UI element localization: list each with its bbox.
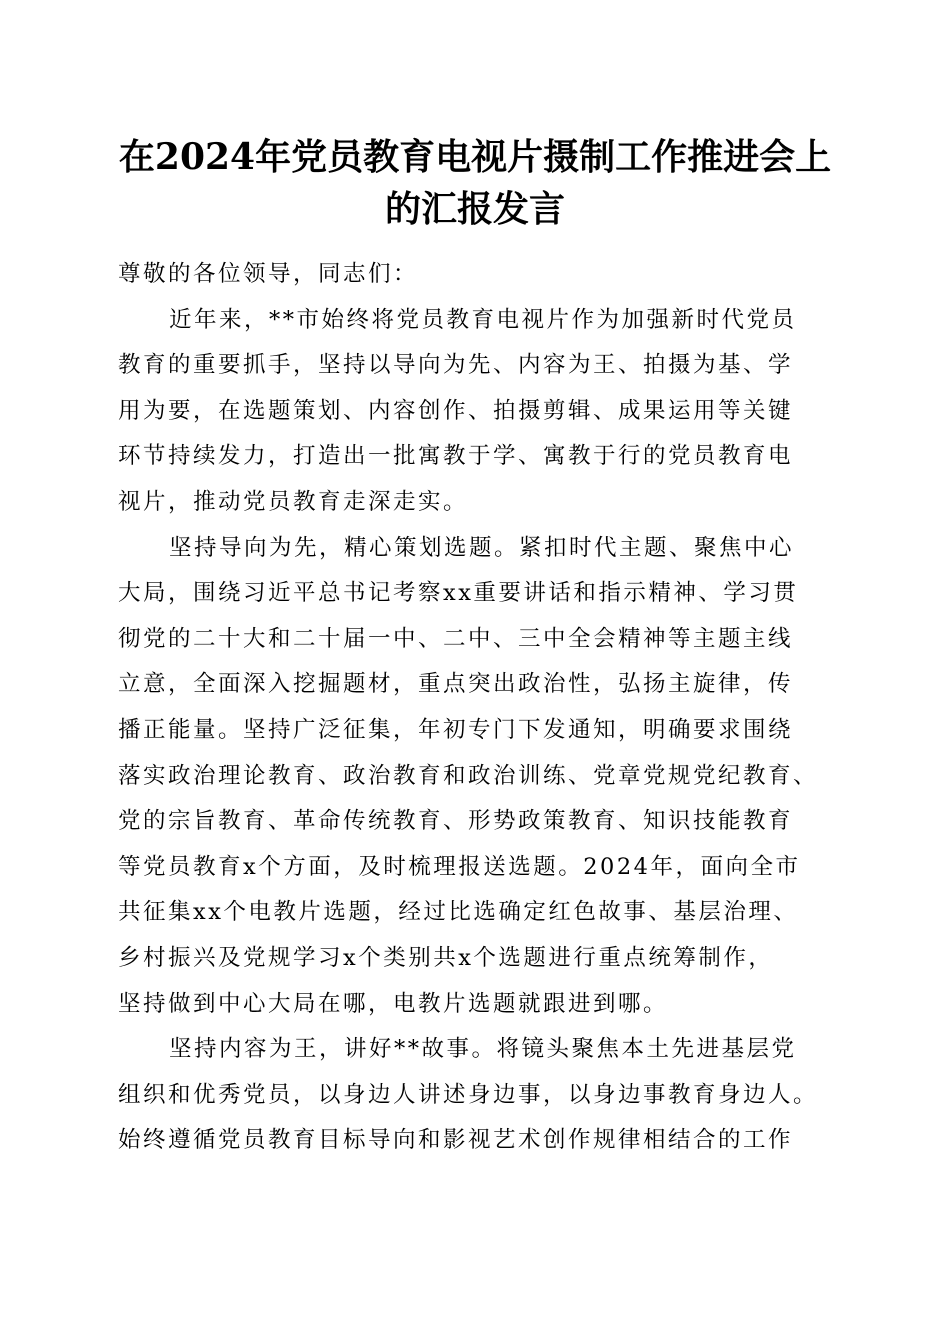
paragraph-line: 坚持导向为先，精心策划选题。紧扣时代主题、聚焦中心 [169,534,795,561]
paragraph-line: 视片，推动党员教育走深走实。 [118,488,469,515]
salutation: 尊敬的各位领导，同志们： [118,261,419,287]
document-body [118,252,838,1164]
document-title [100,131,850,235]
paragraph-line: 教育的重要抓手，坚持以导向为先、内容为王、拍摄为基、学 [118,352,794,379]
paragraph-line: 播正能量。坚持广泛征集，年初专门下发通知，明确要求围绕 [118,716,794,743]
paragraph-line: 环节持续发力，打造出一批寓教于学、寓教于行的党员教育电 [118,443,794,470]
paragraph-line: 等党员教育x个方面，及时梳理报送选题。2024年，面向全市 [118,853,801,880]
paragraph-line: 用为要，在选题策划、内容创作、拍摄剪辑、成果运用等关键 [118,397,794,424]
paragraph-line: 坚持做到中心大局在哪，电教片选题就跟进到哪。 [118,990,669,1017]
paragraph-line: 大局，围绕习近平总书记考察xx重要讲话和指示精神、学习贯 [118,580,799,607]
paragraph-line: 坚持内容为王，讲好**故事。将镜头聚焦本土先进基层党 [169,1036,797,1063]
title-line-1: 在2024年党员教育电视片摄制工作推进会上 [118,136,832,178]
paragraph-line: 共征集xx个电教片选题，经过比选确定红色故事、基层治理、 [118,899,799,926]
paragraph-line: 乡村振兴及党规学习x个类别共x个选题进行重点统筹制作， [118,944,774,971]
paragraph-line: 落实政治理论教育、政治教育和政治训练、党章党规党纪教育、 [118,762,819,789]
paragraph-line: 立意，全面深入挖掘题材，重点突出政治性，弘扬主旋律，传 [118,671,794,698]
paragraph-line: 彻党的二十大和二十届一中、二中、三中全会精神等主题主线 [118,625,794,652]
paragraph-line: 近年来，**市始终将党员教育电视片作为加强新时代党员 [169,306,797,333]
paragraph-line: 组织和优秀党员，以身边人讲述身边事，以身边事教育身边人。 [118,1081,819,1108]
paragraph-line: 始终遵循党员教育目标导向和影视艺术创作规律相结合的工作 [118,1127,794,1154]
paragraph-line: 党的宗旨教育、革命传统教育、形势政策教育、知识技能教育 [118,808,794,835]
title-line-2: 的汇报发言 [384,188,565,230]
